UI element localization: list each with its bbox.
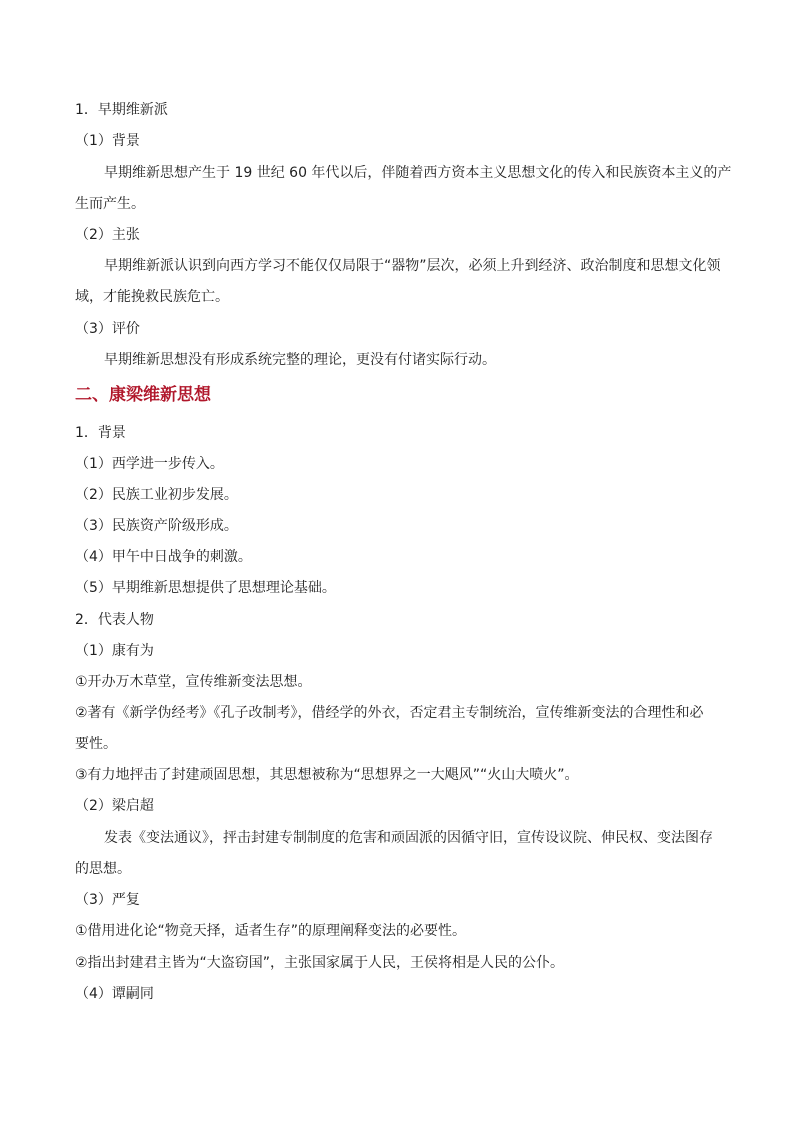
section-title-early-reformers: 1．早期维新派 xyxy=(75,102,168,118)
subsection-liang-qichao: （2）梁启超 xyxy=(75,798,154,814)
paragraph-claim-line-1: 早期维新派认识到向西方学习不能仅仅局限于“器物”层次，必须上升到经济、政治制度和思想文化领 xyxy=(104,258,721,274)
yan-point-1: ①借用进化论“物竞天择，适者生存”的原理阐释变法的必要性。 xyxy=(75,923,467,939)
subsection-kang-youwei: （1）康有为 xyxy=(75,643,154,659)
paragraph-background-line-1: 早期维新思想产生于 19 世纪 60 年代以后，伴随着西方资本主义思想文化的传入和民族资本主义的产 xyxy=(104,165,732,181)
kang-point-3: ③有力地抨击了封建顽固思想，其思想被称为“思想界之一大飓风”“火山大喷火”。 xyxy=(75,767,579,783)
yan-point-2: ②指出封建君主皆为“大盗窃国”，主张国家属于人民，王侯将相是人民的公仆。 xyxy=(75,955,565,971)
liang-paragraph-line-1: 发表《变法通议》，抨击封建专制制度的危害和顽固派的因循守旧，宣传设议院、伸民权、变法图存 xyxy=(104,830,713,846)
list-item-background-1: （1）西学进一步传入。 xyxy=(75,456,224,472)
section-title-background: 1．背景 xyxy=(75,425,126,441)
heading-kang-liang-reform: 二、康梁维新思想 xyxy=(75,385,211,405)
paragraph-background-line-2: 生而产生。 xyxy=(75,196,145,212)
liang-paragraph-line-2: 的思想。 xyxy=(75,861,131,877)
subsection-yan-fu: （3）严复 xyxy=(75,892,140,908)
kang-point-2-line-2: 要性。 xyxy=(75,736,117,752)
list-item-background-5: （5）早期维新思想提供了思想理论基础。 xyxy=(75,580,336,596)
subsection-background-label: （1）背景 xyxy=(75,133,140,149)
kang-point-1: ①开办万木草堂，宣传维新变法思想。 xyxy=(75,674,312,690)
list-item-background-3: （3）民族资产阶级形成。 xyxy=(75,518,238,534)
list-item-background-4: （4）甲午中日战争的刺激。 xyxy=(75,549,252,565)
subsection-tan-sitong: （4）谭嗣同 xyxy=(75,986,154,1002)
subsection-evaluation-label: （3）评价 xyxy=(75,321,140,337)
kang-point-2-line-1: ②著有《新学伪经考》《孔子改制考》，借经学的外衣，否定君主专制统治，宣传维新变法的合理性和必 xyxy=(75,705,704,721)
section-title-representatives: 2．代表人物 xyxy=(75,612,154,628)
list-item-background-2: （2）民族工业初步发展。 xyxy=(75,487,238,503)
paragraph-claim-line-2: 域，才能挽救民族危亡。 xyxy=(75,289,229,305)
subsection-claim-label: （2）主张 xyxy=(75,227,140,243)
paragraph-evaluation: 早期维新思想没有形成系统完整的理论，更没有付诸实际行动。 xyxy=(104,352,496,368)
